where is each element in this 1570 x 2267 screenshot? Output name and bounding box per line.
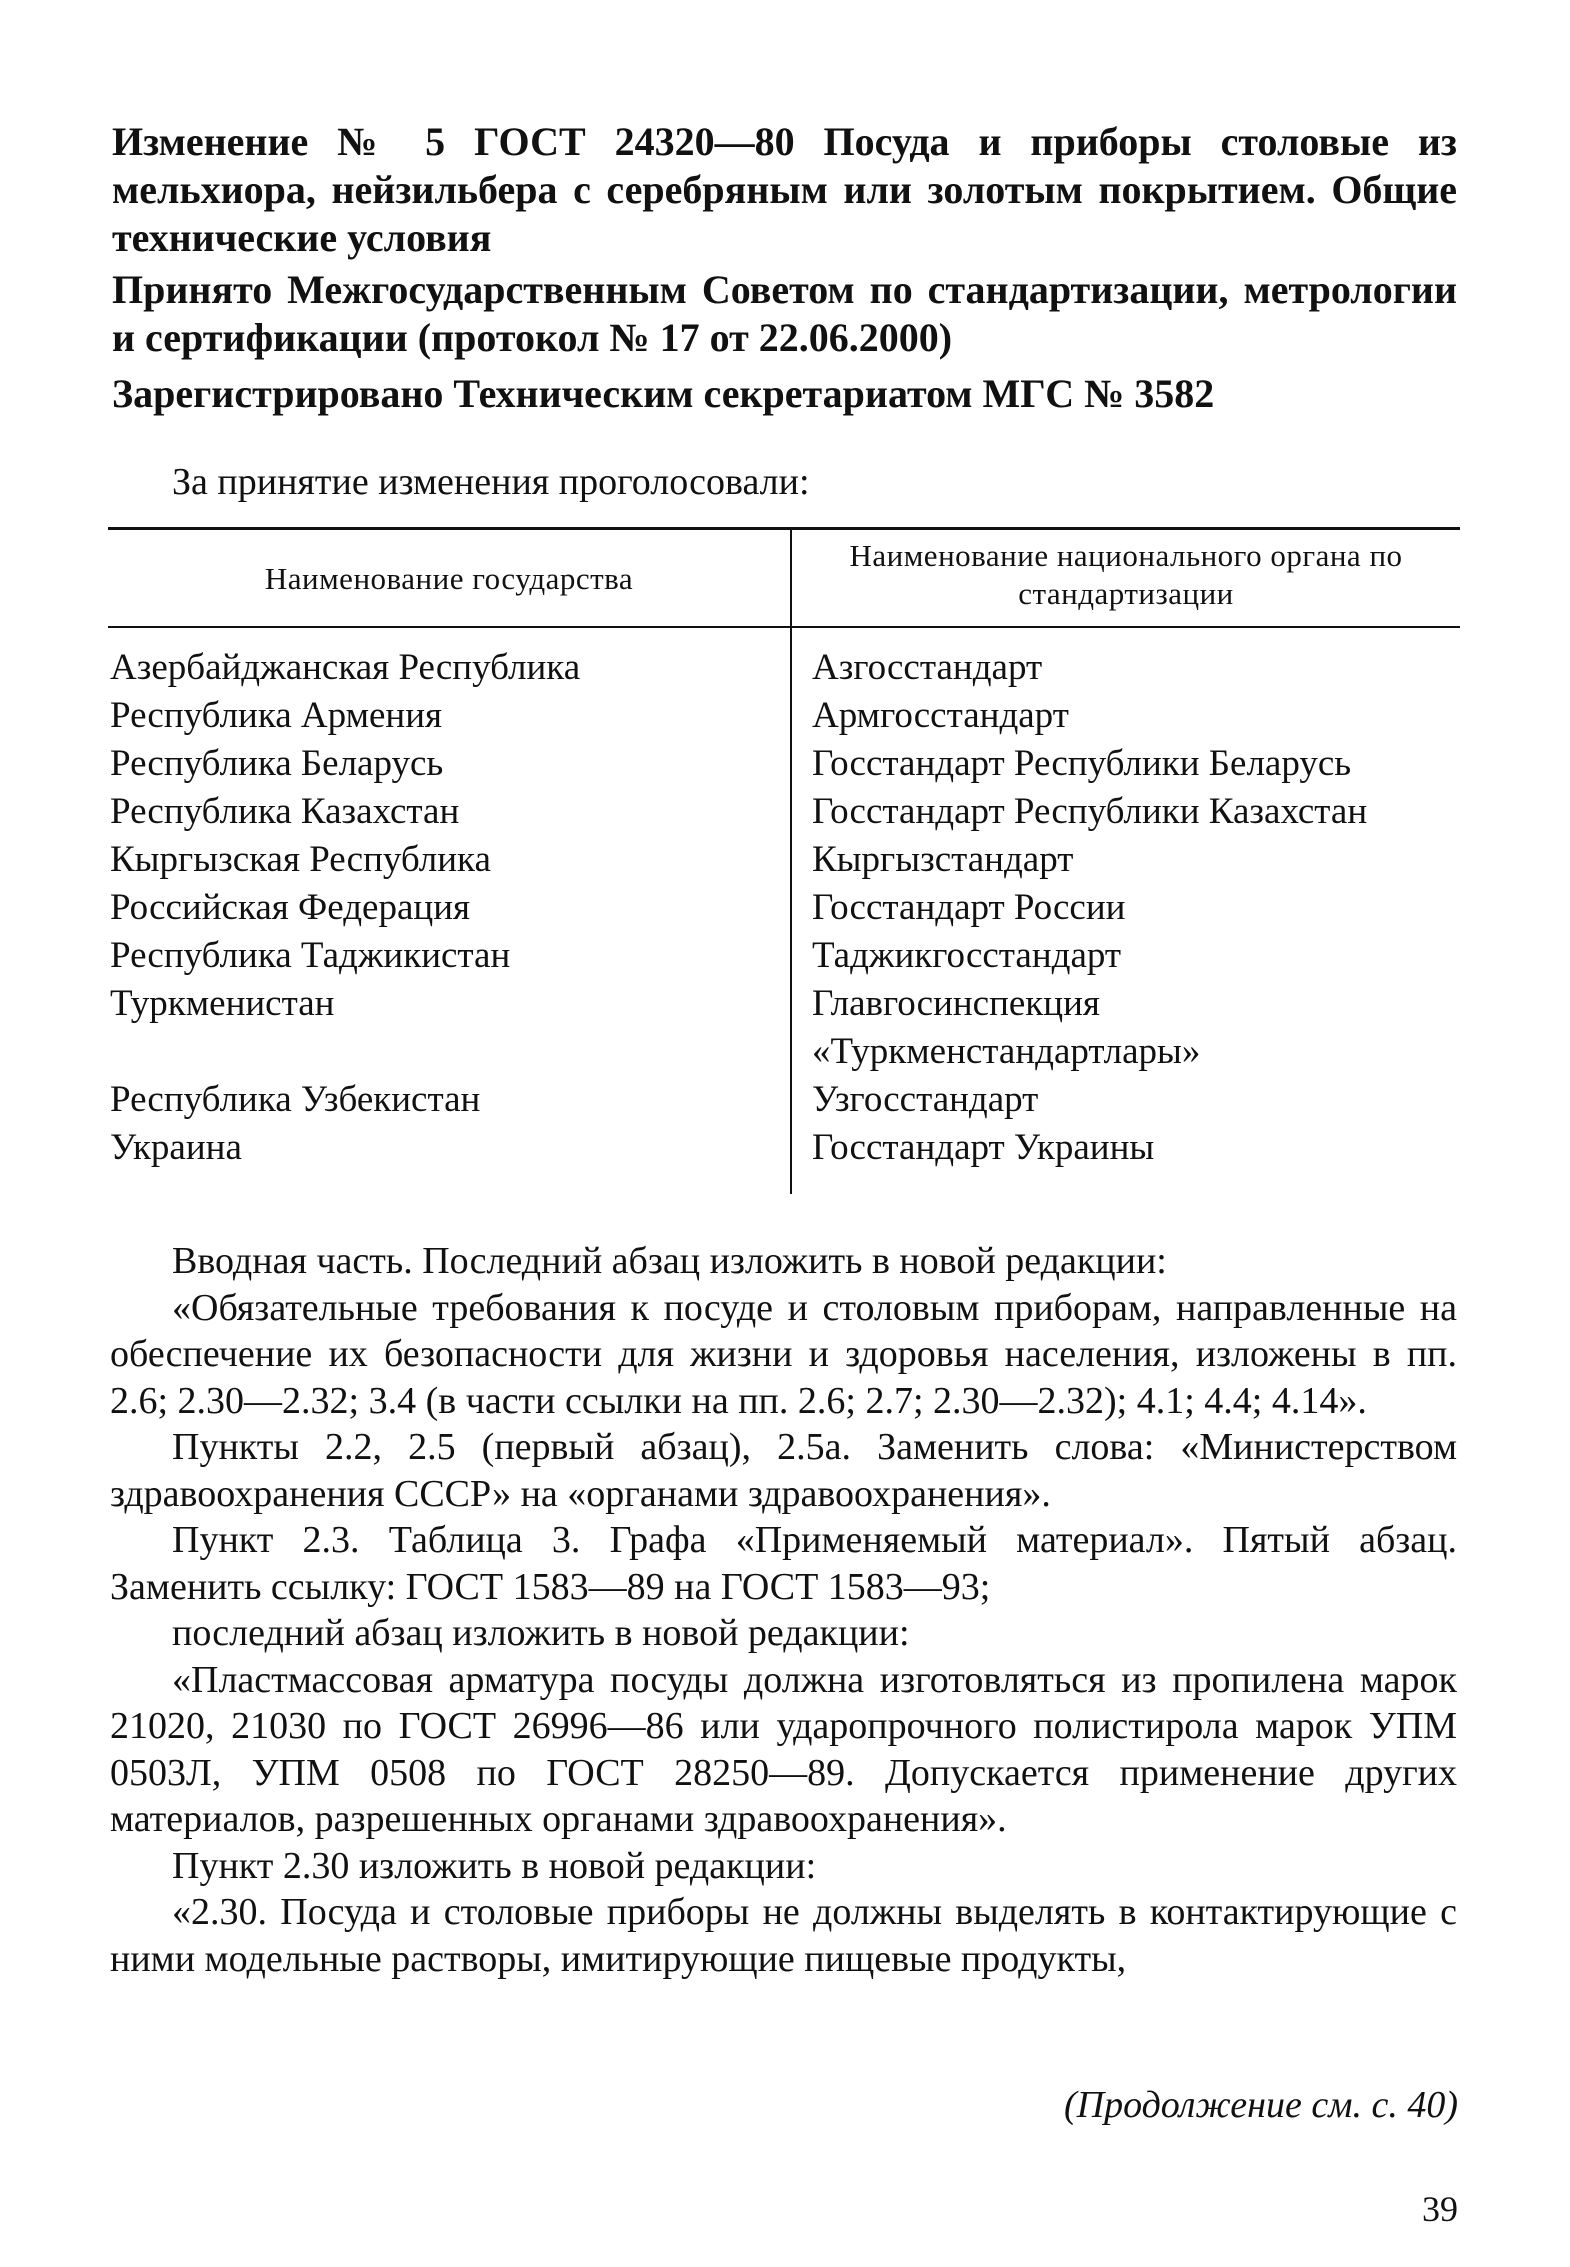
amendment-body	[110, 1238, 1457, 1982]
voted-intro: За принятие изменения проголосовали:	[172, 461, 810, 503]
table-cell-standards-body: Таджикгосстандарт	[812, 935, 1122, 976]
table-cell-state: Украина	[110, 1127, 242, 1168]
table-header-standards-body: Наименование национального органа по стандартизации	[849, 538, 1403, 611]
table-cell-state: Азербайджанская Республика	[110, 647, 581, 688]
table-cell-standards-body: Армгосстандарт	[812, 695, 1069, 736]
table-cell-standards-body: Госстандарт Республики Казахстан	[812, 791, 1368, 832]
amendment-title: Изменение № 5 ГОСТ 24320—80 Посуда и приборы столовые из мельхиора, нейзильбера с серебряным или золотым покрытием. Общие технические условия	[112, 119, 1457, 260]
paragraph: Пункты 2.2, 2.5 (первый абзац), 2.5а. Заменить слова: «Министерством здравоохранения СССР» на «органами здравоохранения».	[110, 1426, 1457, 1515]
table-cell-state: Республика Армения	[110, 695, 443, 736]
table-header-state: Наименование государства	[264, 561, 634, 596]
continuation-note: (Продолжение см. с. 40)	[1063, 2084, 1458, 2126]
table-cell-standards-body: Узгосстандарт	[812, 1079, 1039, 1120]
paragraph: Пункт 2.3. Таблица 3. Графа «Применяемый материал». Пятый абзац. Заменить ссылку: ГОСТ 1583—89 на ГОСТ 1583—93;	[110, 1519, 1457, 1608]
paragraph: «Обязательные требования к посуде и столовым приборам, направленные на обеспечение их безопасности для жизни и здоровья населения, изложены в пп. 2.6; 2.30—2.32; 3.4 (в части ссылки на пп. 2.6; 2.7; 2.30—2.32); 4.1; 4.4; 4.14».	[110, 1286, 1457, 1422]
paragraph: Пункт 2.30 изложить в новой редакции:	[172, 1844, 817, 1887]
table-column-states	[110, 644, 780, 1172]
paragraph: последний абзац изложить в новой редакции:	[172, 1612, 910, 1654]
table-column-standards-bodies	[812, 644, 1462, 1172]
table-cell-state: Кыргызская Республика	[110, 839, 491, 880]
registration-statement: Зарегистрировано Техническим секретариатом МГС № 3582	[112, 371, 1215, 416]
table-cell-state: Туркменистан	[110, 983, 335, 1024]
table-column-divider	[790, 529, 792, 1194]
table-cell-state: Российская Федерация	[110, 887, 471, 928]
table-cell-standards-body: Госстандарт Республики Беларусь	[812, 743, 1352, 784]
table-cell-standards-body: Главгосинспекция «Туркменстандартлары»	[812, 983, 1201, 1072]
table-cell-standards-body: Госстандарт Украины	[812, 1127, 1155, 1168]
table-header-rule	[108, 626, 1460, 628]
table-cell-standards-body: Госстандарт России	[812, 887, 1126, 928]
table-cell-state: Республика Таджикистан	[110, 935, 511, 976]
table-cell-state: Республика Казахстан	[110, 791, 460, 832]
page-number: 39	[1422, 2189, 1458, 2229]
adoption-statement: Принято Межгосударственным Советом по стандартизации, метрологии и сертификации (протокол № 17 от 22.06.2000)	[112, 267, 1457, 360]
table-top-rule	[108, 527, 1460, 530]
table-cell-standards-body: Кыргызстандарт	[812, 839, 1074, 880]
table-cell-state: Республика Беларусь	[110, 743, 444, 784]
paragraph: «2.30. Посуда и столовые приборы не должны выделять в контактирующие с ними модельные растворы, имитирующие пищевые продукты,	[110, 1891, 1457, 1980]
table-cell-state: Республика Узбекистан	[110, 1079, 481, 1120]
table-cell-standards-body: Азгосстандарт	[812, 647, 1043, 688]
paragraph: Вводная часть. Последний абзац изложить в новой редакции:	[172, 1240, 1167, 1282]
paragraph: «Пластмассовая арматура посуды должна изготовляться из пропилена марок 21020, 21030 по ГОСТ 26996—86 или ударопрочного полистирола марок УПМ 0503Л, УПМ 0508 по ГОСТ 28250—89. Допускается применение других материалов, разрешенных органами здравоохранения».	[110, 1658, 1457, 1840]
